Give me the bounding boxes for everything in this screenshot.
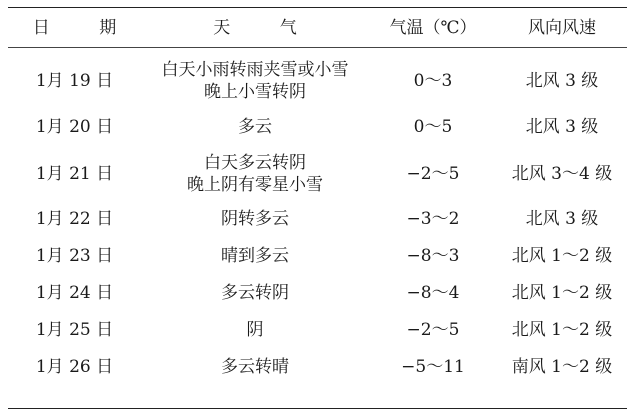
weather-line: 晚上小雪转阴 (204, 81, 306, 102)
table-row (8, 147, 627, 200)
table-row (8, 237, 627, 274)
weather-line: 晚上阴有零星小雪 (187, 174, 323, 195)
header-wind: 风向风速 (497, 8, 627, 48)
date-cell: 1月 20 日 (35, 117, 114, 137)
header-weather: 天 气 (141, 8, 369, 48)
header-temperature: 气温（℃） (369, 8, 497, 48)
forecast-grid (8, 8, 627, 385)
temperature-cell: −2～5 (406, 163, 460, 184)
wind-cell: 北风 3 级 (525, 208, 599, 229)
temperature-cell: −8～3 (406, 245, 460, 266)
temperature-cell: −3～2 (406, 208, 460, 229)
wind-cell: 北风 3 级 (525, 117, 599, 137)
date-cell: 1月 22 日 (35, 208, 114, 229)
temperature-cell: −8～4 (406, 282, 460, 303)
weather-cell: 多云转晴 (221, 356, 289, 377)
temperature-cell: 0～3 (413, 70, 453, 91)
wind-cell: 北风 3～4 级 (511, 163, 613, 184)
weather-cell: 多云转阴 (221, 282, 289, 303)
wind-cell: 南风 1～2 级 (511, 356, 613, 377)
weather-cell (141, 147, 369, 200)
wind-cell: 北风 1～2 级 (511, 282, 613, 303)
temperature-cell: −5～11 (401, 356, 465, 377)
temperature-cell: −2～5 (406, 319, 460, 340)
table-row (8, 348, 627, 385)
weather-line: 白天多云转阴 (204, 152, 306, 173)
table-row (8, 274, 627, 311)
weather-cell: 多云 (238, 117, 272, 137)
date-cell: 1月 26 日 (35, 356, 114, 377)
date-cell: 1月 25 日 (35, 319, 114, 340)
weather-cell: 阴 (246, 319, 264, 340)
wind-cell: 北风 3 级 (525, 70, 599, 91)
table-row (8, 107, 627, 147)
wind-cell: 北风 1～2 级 (511, 319, 613, 340)
table-row (8, 48, 627, 108)
weather-cell: 阴转多云 (221, 208, 289, 229)
weather-cell: 晴到多云 (221, 245, 289, 266)
table-row (8, 311, 627, 348)
header-date: 日 期 (8, 8, 141, 48)
date-cell: 1月 21 日 (35, 163, 114, 184)
weather-line: 白天小雨转雨夹雪或小雪 (161, 59, 349, 80)
header-row (8, 8, 627, 48)
weather-cell (141, 48, 369, 108)
temperature-cell: 0～5 (413, 117, 453, 137)
date-cell: 1月 23 日 (35, 245, 114, 266)
date-cell: 1月 24 日 (35, 282, 114, 303)
date-cell: 1月 19 日 (35, 70, 114, 91)
wind-cell: 北风 1～2 级 (511, 245, 613, 266)
table-row (8, 200, 627, 237)
weather-forecast-table (8, 7, 627, 409)
